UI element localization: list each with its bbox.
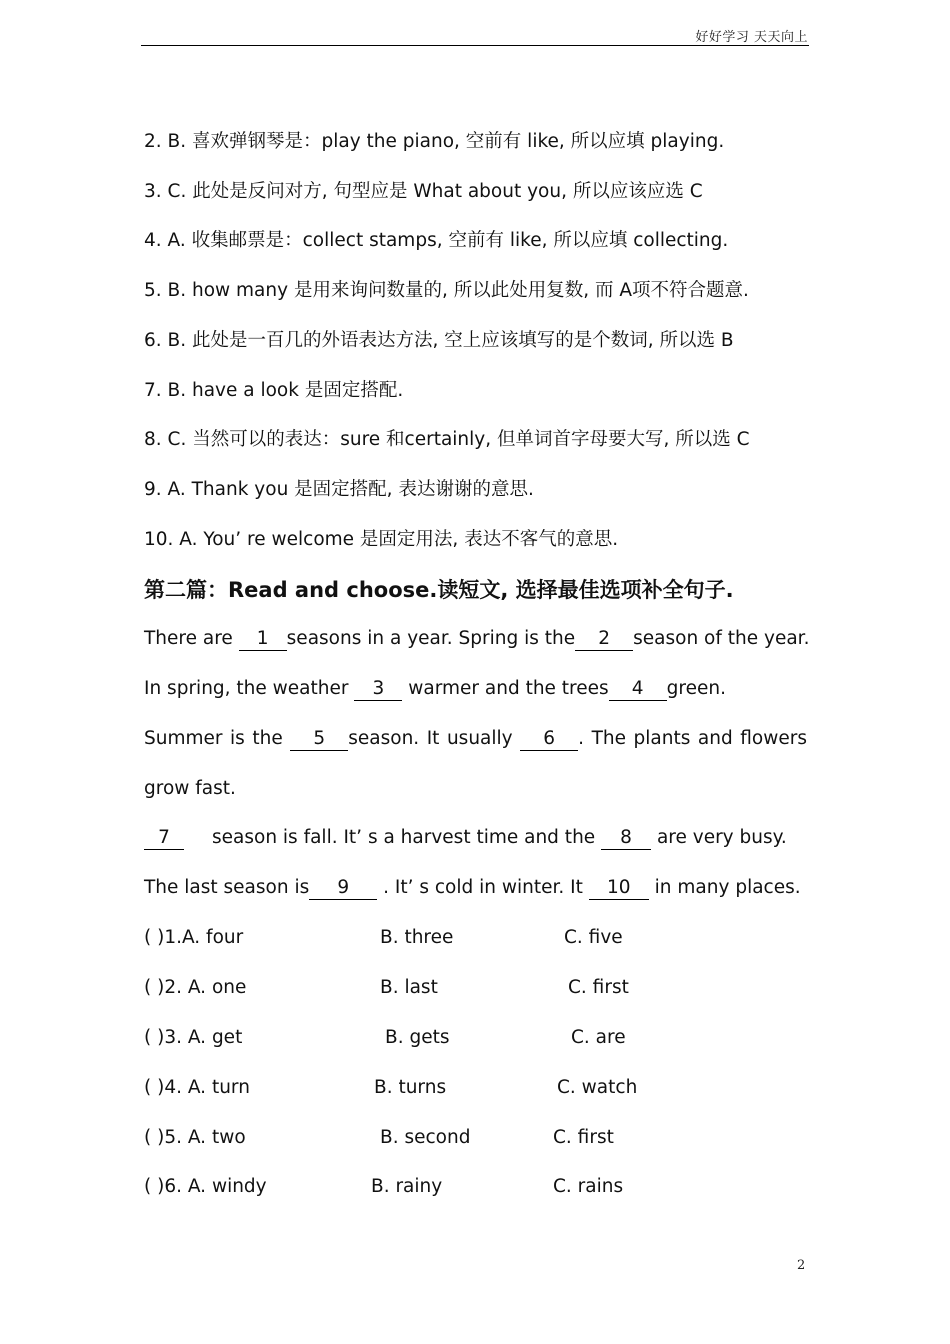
blank-1: 1 (239, 628, 287, 651)
option-c: C. first (553, 1127, 614, 1148)
answer-line-8: 8. C. 当然可以的表达：sure 和certainly, 但单词首字母要大写, 所以选 C (144, 429, 750, 450)
question-5: ( )5. A. two (144, 1127, 246, 1148)
passage-word: It (426, 728, 440, 749)
passage-text: warmer and the trees (402, 678, 609, 699)
passage-word: the (252, 728, 283, 749)
option-b: B. second (380, 1127, 471, 1148)
option-b: B. gets (385, 1027, 450, 1048)
passage-word: is (230, 728, 245, 749)
blank-8: 8 (601, 827, 651, 850)
passage-word: usually (446, 728, 513, 749)
passage-word: Summer (144, 728, 223, 749)
answer-line-7: 7. B. have a look 是固定搭配. (144, 380, 404, 401)
passage-text: are very busy. (651, 827, 787, 848)
passage-text: seasons in a year. Spring is the (286, 628, 576, 649)
option-c: C. five (564, 927, 623, 948)
blank-5: 5 (290, 728, 348, 751)
passage-word: . (578, 728, 585, 749)
option-b: B. last (380, 977, 438, 998)
passage-line-6 (144, 876, 801, 900)
header-text: 好好学习 天天向上 (695, 30, 808, 45)
passage-line-3 (144, 727, 807, 751)
passage-line-4 (144, 777, 236, 801)
blank-9: 9 (309, 877, 377, 900)
blank-4: 4 (609, 678, 667, 701)
passage-text: season of the year. (633, 628, 810, 649)
passage-word: season. (348, 728, 420, 749)
question-2: ( )2. A. one (144, 977, 247, 998)
passage-word: plants (633, 728, 691, 749)
passage-text: grow fast. (144, 778, 236, 799)
passage-line-1 (144, 627, 809, 651)
passage-line-2 (144, 677, 726, 701)
passage-word: and (697, 728, 733, 749)
blank-7: 7 (144, 827, 184, 850)
answer-line-4: 4. A. 收集邮票是：collect stamps, 空前有 like, 所以应填 collecting. (144, 230, 729, 251)
option-c: C. are (571, 1027, 626, 1048)
blank-3: 3 (354, 678, 402, 701)
option-c: C. first (568, 977, 629, 998)
passage-word: flowers (740, 728, 807, 749)
question-1: ( )1.A. four (144, 927, 244, 948)
option-b: B. turns (374, 1077, 447, 1098)
answer-line-3: 3. C. 此处是反问对方, 句型应是 What about you, 所以应该应选 C (144, 181, 703, 202)
header-rule (141, 45, 809, 46)
blank-10: 10 (589, 877, 649, 900)
section-title: 第二篇：Read and choose.读短文, 选择最佳选项补全句子. (144, 578, 734, 602)
passage-word (290, 727, 419, 751)
passage-text: green. (666, 678, 726, 699)
page-number: 2 (797, 1258, 806, 1273)
passage-line-5 (144, 826, 787, 850)
blank-6: 6 (520, 728, 578, 751)
passage-text: in many places. (648, 877, 801, 898)
passage-text: There are (144, 628, 239, 649)
passage-text: season is fall. It’ s a harvest time and the (212, 827, 602, 848)
question-4: ( )4. A. turn (144, 1077, 250, 1098)
question-6: ( )6. A. windy (144, 1176, 267, 1197)
passage-text: The last season is (144, 877, 310, 898)
option-b: B. rainy (371, 1176, 443, 1197)
answer-line-9: 9. A. Thank you 是固定搭配, 表达谢谢的意思. (144, 479, 534, 500)
passage-word: The (591, 728, 626, 749)
option-c: C. watch (557, 1077, 638, 1098)
option-c: C. rains (553, 1176, 624, 1197)
blank-2: 2 (575, 628, 633, 651)
passage-text: . It’ s cold in winter. It (377, 877, 589, 898)
passage-text: In spring, the weather (144, 678, 355, 699)
option-b: B. three (380, 927, 454, 948)
question-3: ( )3. A. get (144, 1027, 243, 1048)
answer-line-6: 6. B. 此处是一百几的外语表达方法, 空上应该填写的是个数词, 所以选 B (144, 330, 734, 351)
answer-line-10: 10. A. You’ re welcome 是固定用法, 表达不客气的意思. (144, 529, 619, 550)
answer-line-2: 2. B. 喜欢弹钢琴是：play the piano, 空前有 like, 所以应填 playing. (144, 131, 725, 152)
passage-word (520, 727, 584, 751)
answer-line-5: 5. B. how many 是用来询问数量的, 所以此处用复数, 而 A项不符合题意. (144, 280, 749, 301)
